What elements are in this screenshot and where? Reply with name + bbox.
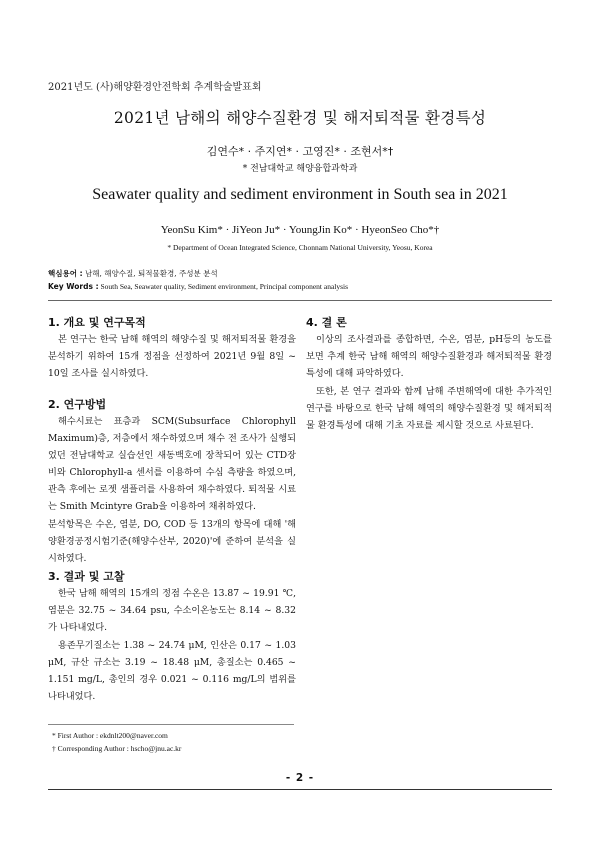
footnote-corresponding-author: † Corresponding Author : hscho@jnu.ac.kr [52, 744, 182, 753]
authors-korean: 김연수* · 주지연* · 고영진* · 조현서*† [206, 145, 394, 158]
page-number: - 2 - [285, 772, 315, 784]
section-2-title: 2. 연구방법 [48, 398, 107, 411]
section-3-title: 3. 결과 및 고찰 [48, 570, 125, 583]
section-2 [48, 396, 296, 568]
affiliation-korean: * 전남대학교 해양융합과학과 [242, 164, 358, 174]
keywords-english [48, 282, 348, 291]
keywords-korean [48, 268, 218, 279]
section-1-title: 1. 개요 및 연구목적 [48, 316, 146, 329]
footnote-first-author: * First Author : ekdnlt200@naver.com [52, 731, 168, 740]
section-4-paragraph: 또한, 본 연구 결과와 함께 남해 주변해역에 대한 추가적인 연구를 바탕으로 한국 남해 해역의 해양수질환경 및 해저퇴적물 환경특성에 대해 기초 자료를 제시할 것으로 사료된다. [306, 386, 552, 431]
authors-english: YeonSu Kim* · JiYeon Ju* · YoungJin Ko* · HyeonSeo Cho*† [160, 224, 440, 236]
page-bottom-rule [48, 789, 552, 790]
section-2-paragraph: 분석항목은 수온, 염분, DO, COD 등 13개의 항목에 대해 '해양환경공정시험기준(해양수산부, 2020)'에 준하여 분석을 실시하였다. [48, 519, 296, 564]
keywords-korean-label: 핵심용어 : [48, 269, 83, 278]
affiliation-english: * Department of Ocean Integrated Science, Chonnam National University, Yeosu, Korea [167, 243, 433, 252]
section-1-paragraph: 본 연구는 한국 남해 해역의 해양수질 및 해저퇴적물 환경을 분석하기 위하여 15개 정점을 선정하여 2021년 9월 8일 ~ 10일 조사를 실시하였다. [48, 334, 296, 379]
abstract-divider [48, 300, 552, 301]
section-3 [48, 568, 296, 706]
keywords-korean-text: 남해, 해양수질, 퇴적물환경, 주성분 분석 [84, 269, 218, 278]
keywords-english-text: South Sea, Seawater quality, Sediment environment, Principal component analysis [100, 282, 349, 291]
footnote-divider [48, 724, 294, 725]
keywords-english-label: Key Words : [48, 282, 99, 291]
section-4 [306, 314, 552, 435]
section-2-paragraph: 해수시료는 표층과 SCM(Subsurface Chlorophyll Maximum)층, 저층에서 채수하였으며 채수 전 조사가 실행되었던 전남대학교 실습선인 새동백호에 장착되어 있는 CTD장비와 Chlorophyll-a 센서를 이용하여 수심 측량을 하였으며, 관측 후에는 로젯 샘플러를 사용하여 채수하였다. 퇴적물 시료는 Smith Mcintyre Grab을 이용하여 채취하였다. [48, 416, 296, 512]
conference-header: 2021년도 (사)해양환경안전학회 추계학술발표회 [48, 82, 262, 93]
paper-title-english: Seawater quality and sediment environment in South sea in 2021 [92, 186, 508, 203]
section-3-paragraph: 한국 남해 해역의 15개의 정점 수온은 13.87 ~ 19.91 ℃, 염분은 32.75 ~ 34.64 psu, 수소이온농도는 8.14 ~ 8.32가 나타내었다. [48, 588, 296, 633]
section-4-paragraph: 이상의 조사결과를 종합하면, 수온, 염분, pH등의 농도를 보면 추계 한국 남해 해역의 해양수질환경과 해저퇴적물 환경특성에 대해 파악하였다. [306, 334, 552, 379]
section-3-paragraph: 용존무기질소는 1.38 ~ 24.74 μM, 인산은 0.17 ~ 1.03 μM, 규산 규소는 3.19 ~ 18.48 μM, 총질소는 0.465 ~ 1.151 mg/L, 총인의 경우 0.021 ~ 0.116 mg/L의 범위를 나타내었다. [48, 640, 296, 702]
section-4-title: 4. 결 론 [306, 316, 347, 329]
section-1 [48, 314, 296, 383]
paper-title-korean: 2021년 남해의 해양수질환경 및 해저퇴적물 환경특성 [113, 109, 487, 127]
